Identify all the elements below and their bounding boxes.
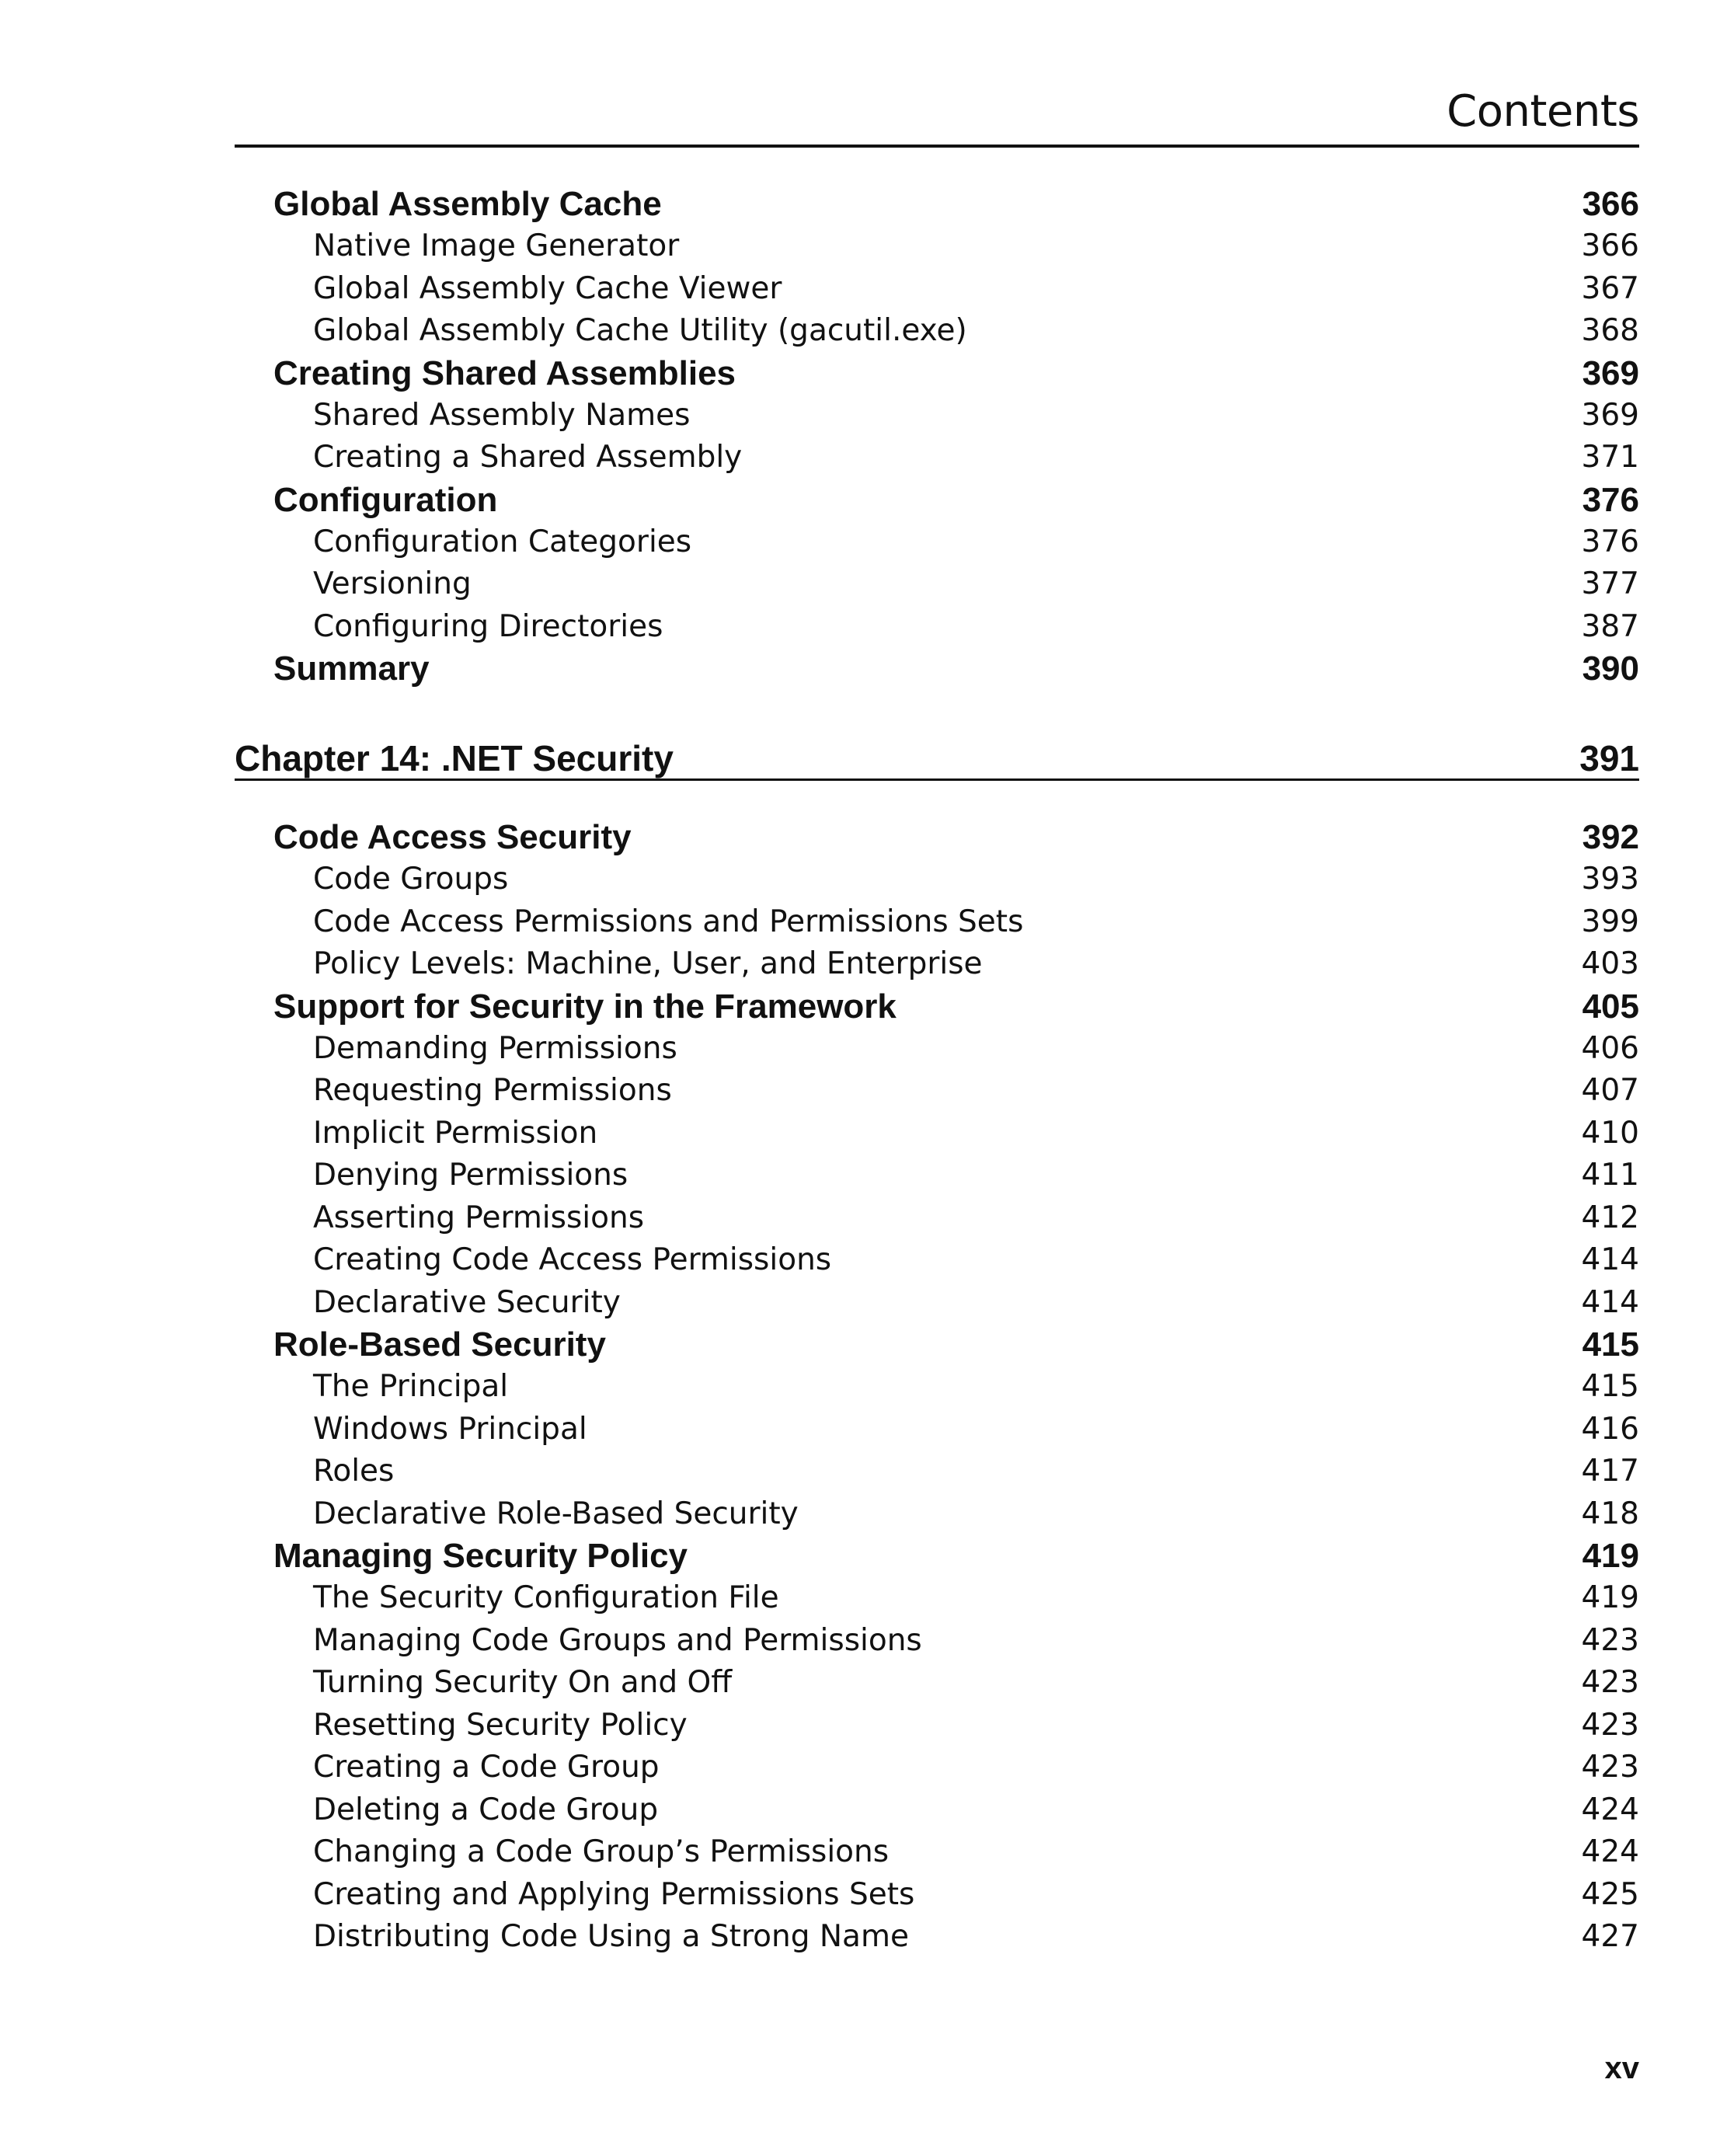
toc-subsection-entry[interactable]	[235, 1239, 1639, 1282]
toc-section-entry[interactable]	[235, 183, 1639, 225]
toc-subsection-entry[interactable]	[235, 1831, 1639, 1874]
toc-subsection-entry[interactable]	[235, 521, 1639, 564]
toc-subsection-entry[interactable]	[235, 1620, 1639, 1663]
toc-entry-title: Code Access Security	[273, 818, 632, 856]
toc-entry-title: Versioning	[313, 566, 472, 601]
running-header	[235, 87, 1639, 148]
toc-entry-page: 387	[1581, 608, 1639, 644]
toc-subsection-entry[interactable]	[235, 943, 1639, 986]
toc-entry-title: Role-Based Security	[273, 1325, 606, 1364]
toc-subsection-entry[interactable]	[235, 1916, 1639, 1959]
toc-entry-title: Asserting Permissions	[313, 1200, 645, 1235]
toc-entry-title: Managing Security Policy	[273, 1537, 688, 1575]
toc-entry-title: Implicit Permission	[313, 1115, 598, 1151]
toc-entry-title: Deleting a Code Group	[313, 1792, 659, 1827]
toc-entry-page: 419	[1582, 1537, 1639, 1575]
toc-entry-page: 418	[1581, 1496, 1639, 1531]
toc-subsection-entry[interactable]	[235, 437, 1639, 479]
toc-entry-title: Global Assembly Cache Utility (gacutil.exe)	[313, 313, 967, 348]
toc-entry-page: 369	[1582, 354, 1639, 392]
toc-entry-title: Native Image Generator	[313, 228, 680, 263]
toc-subsection-entry[interactable]	[235, 1662, 1639, 1705]
toc-subsection-entry[interactable]	[235, 1113, 1639, 1155]
toc-entry-page: 423	[1581, 1707, 1639, 1743]
toc-entry-page: 414	[1581, 1284, 1639, 1320]
toc-subsection-entry[interactable]	[235, 1493, 1639, 1536]
toc-subsection-entry[interactable]	[235, 563, 1639, 606]
toc-entry-title: The Security Configuration File	[313, 1580, 779, 1615]
toc-subsection-entry[interactable]	[235, 901, 1639, 944]
toc-entry-title: Summary	[273, 650, 430, 688]
toc-entry-title: Code Groups	[313, 862, 509, 897]
toc-entry-page: 415	[1581, 1369, 1639, 1404]
toc-entry-title: Creating Shared Assemblies	[273, 354, 736, 392]
toc-entry-title: Shared Assembly Names	[313, 397, 691, 433]
toc-subsection-entry[interactable]	[235, 1874, 1639, 1917]
toc-entry-page: 406	[1581, 1030, 1639, 1066]
toc-entry-page: 423	[1581, 1622, 1639, 1658]
toc-entry-page: 423	[1581, 1665, 1639, 1700]
toc-entry-page: 419	[1581, 1580, 1639, 1615]
toc-entry-page: 376	[1581, 524, 1639, 559]
toc-subsection-entry[interactable]	[235, 859, 1639, 901]
toc-entry-title: Configuration Categories	[313, 524, 692, 559]
page-folio: xv	[1604, 2051, 1639, 2085]
toc-section-b	[235, 817, 1639, 1959]
toc-entry-title: Support for Security in the Framework	[273, 987, 897, 1026]
toc-subsection-entry[interactable]	[235, 1197, 1639, 1240]
toc-entry-page: 392	[1582, 818, 1639, 856]
toc-entry-page: 427	[1581, 1919, 1639, 1954]
toc-entry-page: 376	[1582, 480, 1639, 519]
toc-entry-title: Demanding Permissions	[313, 1030, 677, 1066]
toc-entry-title: Code Access Permissions and Permissions Sets	[313, 904, 1024, 939]
toc-entry-title: Denying Permissions	[313, 1158, 628, 1193]
toc-entry-page: 414	[1581, 1242, 1639, 1277]
toc-entry-page: 423	[1581, 1750, 1639, 1785]
toc-entry-title: Requesting Permissions	[313, 1073, 672, 1108]
toc-subsection-entry[interactable]	[235, 310, 1639, 353]
toc-entry-page: 369	[1581, 397, 1639, 433]
toc-section-entry[interactable]	[235, 1535, 1639, 1577]
toc-section-entry[interactable]	[235, 986, 1639, 1028]
toc-entry-page: 407	[1581, 1073, 1639, 1108]
toc-entry-page: 367	[1581, 270, 1639, 306]
toc-subsection-entry[interactable]	[235, 1409, 1639, 1451]
toc-entry-title: Configuration	[273, 480, 498, 519]
toc-entry-page: 366	[1581, 228, 1639, 263]
toc-subsection-entry[interactable]	[235, 1789, 1639, 1832]
toc-subsection-entry[interactable]	[235, 1577, 1639, 1620]
toc-entry-title: Global Assembly Cache	[273, 185, 662, 223]
toc-entry-title: Creating and Applying Permissions Sets	[313, 1876, 915, 1912]
toc-entry-page: 403	[1581, 946, 1639, 981]
toc-subsection-entry[interactable]	[235, 225, 1639, 268]
toc-entry-title: Declarative Security	[313, 1284, 621, 1320]
toc-entry-page: 390	[1582, 650, 1639, 688]
toc-subsection-entry[interactable]	[235, 1366, 1639, 1409]
toc-entry-title: Declarative Role-Based Security	[313, 1496, 799, 1531]
toc-entry-page: 399	[1581, 904, 1639, 939]
toc-entry-page: 410	[1581, 1115, 1639, 1151]
toc-entry-page: 415	[1582, 1325, 1639, 1364]
toc-subsection-entry[interactable]	[235, 606, 1639, 649]
toc-entry-title: Global Assembly Cache Viewer	[313, 270, 782, 306]
toc-subsection-entry[interactable]	[235, 1028, 1639, 1071]
toc-entry-page: 424	[1581, 1792, 1639, 1827]
toc-entry-title: Managing Code Groups and Permissions	[313, 1622, 922, 1658]
toc-subsection-entry[interactable]	[235, 268, 1639, 311]
header-title: Contents	[1447, 86, 1639, 137]
toc-entry-title: Creating a Code Group	[313, 1750, 660, 1785]
toc-entry-page: 377	[1581, 566, 1639, 601]
toc-subsection-entry[interactable]	[235, 1705, 1639, 1747]
toc-entry-title: Policy Levels: Machine, User, and Enterprise	[313, 946, 983, 981]
toc-entry-title: Changing a Code Group’s Permissions	[313, 1834, 890, 1869]
toc-section-entry[interactable]	[235, 648, 1639, 690]
toc-entry-title: Resetting Security Policy	[313, 1707, 688, 1743]
toc-entry-title: Windows Principal	[313, 1411, 587, 1447]
toc-subsection-entry[interactable]	[235, 395, 1639, 437]
toc-entry-title: Configuring Directories	[313, 608, 663, 644]
toc-entry-page: 366	[1582, 185, 1639, 223]
toc-entry-title: Roles	[313, 1454, 395, 1489]
toc-entry-page: 412	[1581, 1200, 1639, 1235]
toc-entry-title: The Principal	[313, 1369, 509, 1404]
toc-subsection-entry[interactable]	[235, 1747, 1639, 1789]
chapter-heading[interactable]	[235, 738, 1639, 781]
toc-section-entry[interactable]	[235, 479, 1639, 521]
toc-entry-page: 425	[1581, 1876, 1639, 1912]
toc-entry-page: 368	[1581, 313, 1639, 348]
toc-entry-page: 393	[1581, 862, 1639, 897]
toc-entry-title: Turning Security On and Off	[313, 1665, 733, 1700]
toc-section-entry[interactable]	[235, 353, 1639, 395]
toc-entry-title: Creating Code Access Permissions	[313, 1242, 832, 1277]
chapter-title: Chapter 14: .NET Security	[235, 738, 674, 778]
toc-subsection-entry[interactable]	[235, 1155, 1639, 1197]
toc-section-entry[interactable]	[235, 817, 1639, 859]
toc-entry-title: Creating a Shared Assembly	[313, 440, 743, 475]
toc-entry-title: Distributing Code Using a Strong Name	[313, 1919, 909, 1954]
toc-subsection-entry[interactable]	[235, 1451, 1639, 1493]
toc-entry-page: 416	[1581, 1411, 1639, 1447]
chapter-page: 391	[1579, 738, 1639, 778]
toc-entry-page: 405	[1582, 987, 1639, 1026]
toc-entry-page: 417	[1581, 1454, 1639, 1489]
toc-section-entry[interactable]	[235, 1324, 1639, 1366]
toc-section-a	[235, 183, 1639, 690]
toc-subsection-entry[interactable]	[235, 1070, 1639, 1113]
toc-subsection-entry[interactable]	[235, 1282, 1639, 1325]
toc-entry-page: 371	[1581, 440, 1639, 475]
toc-entry-page: 424	[1581, 1834, 1639, 1869]
toc-entry-page: 411	[1581, 1158, 1639, 1193]
